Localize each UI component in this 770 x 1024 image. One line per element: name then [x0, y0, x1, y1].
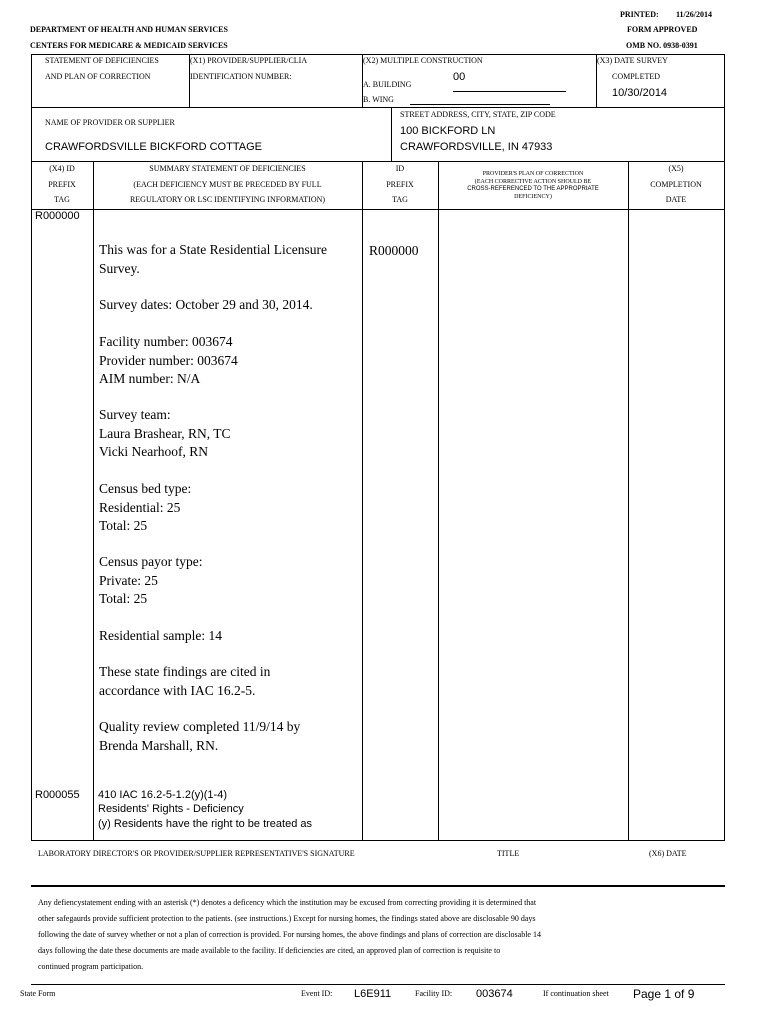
- printed-date: 11/26/2014: [676, 10, 713, 19]
- x4-prefix-label: PREFIX: [48, 180, 76, 189]
- address-label: STREET ADDRESS, CITY, STATE, ZIP CODE: [400, 110, 556, 119]
- x1-label: (X1) PROVIDER/SUPPLIER/CLIA: [190, 56, 308, 65]
- id-tag-label: TAG: [392, 195, 408, 204]
- paragraph: Census payor type: Private: 25 Total: 25: [99, 554, 203, 606]
- id-label: ID: [395, 164, 405, 173]
- building-value: 00: [453, 71, 466, 83]
- x4-tag-label: TAG: [54, 195, 70, 204]
- x4-id-label: (X4) ID: [49, 164, 75, 173]
- disclaimer: [38, 895, 541, 975]
- deficiency-text: (y) Residents have the right to be treated as: [98, 818, 313, 830]
- tag-r000000-right: R000000: [369, 243, 419, 258]
- city-state-zip: CRAWFORDSVILLE, IN 47933: [400, 141, 553, 153]
- provider-name: CRAWFORDSVILLE BICKFORD COTTAGE: [45, 141, 262, 153]
- disclaimer-line: other safegaurds provide sufficient protection to the patients. (see instructions.) Except for nursing homes, the findings stated above are disclosable 90 days: [38, 914, 536, 923]
- paragraph: Census bed type: Residential: 25 Total: 25: [99, 481, 192, 533]
- plan-cross-reference: CROSS-REFERENCED TO THE APPROPRIATE: [467, 186, 599, 192]
- disclaimer-line: Any defiencystatement ending with an asterisk (*) denotes a deficency which the institution may be excused from correcting providing it is determined that: [38, 898, 537, 907]
- street-address: 100 BICKFORD LN: [400, 125, 496, 137]
- paragraph: Survey dates: October 29 and 30, 2014.: [99, 297, 313, 312]
- summary-instruction: (EACH DEFICIENCY MUST BE PRECEDED BY FULL: [133, 180, 322, 189]
- summary-heading: SUMMARY STATEMENT OF DEFICIENCIES: [149, 164, 306, 173]
- facility-id-label: Facility ID:: [415, 989, 453, 998]
- tag-r000000: R000000: [35, 210, 80, 222]
- x5-label: (X5): [668, 164, 684, 173]
- paragraph: Survey team: Laura Brashear, RN, TC Vicki Nearhoof, RN: [99, 407, 231, 459]
- department-title: DEPARTMENT OF HEALTH AND HUMAN SERVICES: [30, 25, 228, 34]
- disclaimer-line: continued program participation.: [38, 962, 144, 971]
- omb-number: OMB NO. 0938-0391: [626, 41, 698, 50]
- paragraph: These state findings are cited in accordance with IAC 16.2-5.: [99, 664, 271, 698]
- completion-label: COMPLETION: [650, 180, 702, 189]
- disclaimer-line: following the date of survey whether or not a plan of correction is provided. For nursing homes, the above findings and plans of correction are disclosable 14: [38, 930, 541, 939]
- plan-instruction: (EACH CORRECTIVE ACTION SHOULD BE: [474, 179, 592, 185]
- completion-date-label: DATE: [665, 195, 687, 204]
- summary-regulatory: REGULATORY OR LSC IDENTIFYING INFORMATION): [129, 195, 326, 204]
- paragraph: This was for a State Residential Licensure Survey.: [99, 242, 327, 276]
- form-approved: FORM APPROVED: [627, 25, 698, 34]
- x3-label: (X3) DATE SURVEY: [597, 56, 668, 65]
- building-label: A. BUILDING: [363, 80, 412, 89]
- event-id: L6E911: [354, 988, 392, 1000]
- plan-heading: PROVIDER'S PLAN OF CORRECTION: [482, 171, 584, 177]
- facility-id: 003674: [476, 988, 513, 1000]
- state-form-label: State Form: [20, 989, 56, 998]
- tag-r000055: R000055: [35, 789, 80, 801]
- completed-label: COMPLETED: [612, 72, 660, 81]
- wing-label: B. WING: [363, 95, 394, 104]
- paragraph: Residential sample: 14: [99, 628, 222, 643]
- plan-label: AND PLAN OF CORRECTION: [45, 72, 151, 81]
- signature-date-label: (X6) DATE: [649, 849, 687, 858]
- regulation-citation: 410 IAC 16.2-5-1.2(y)(1-4): [98, 789, 227, 801]
- provider-name-label: NAME OF PROVIDER OR SUPPLIER: [45, 118, 175, 127]
- x2-label: (X2) MULTIPLE CONSTRUCTION: [363, 56, 483, 65]
- centers-title: CENTERS FOR MEDICARE & MEDICAID SERVICES: [30, 41, 228, 50]
- statement-label: STATEMENT OF DEFICIENCIES: [45, 56, 159, 65]
- signature-label: LABORATORY DIRECTOR'S OR PROVIDER/SUPPLIER REPRESENTATIVE'S SIGNATURE: [38, 849, 355, 858]
- paragraph: Quality review completed 11/9/14 by Brenda Marshall, RN.: [99, 719, 301, 753]
- printed-label: PRINTED:: [620, 10, 659, 19]
- event-id-label: Event ID:: [301, 989, 333, 998]
- paragraph: Facility number: 003674 Provider number: 003674 AIM number: N/A: [99, 334, 238, 386]
- survey-completed-date: 10/30/2014: [612, 87, 668, 99]
- title-label: TITLE: [497, 849, 520, 858]
- deficiency-title: Residents' Rights - Deficiency: [98, 803, 244, 815]
- plan-deficiency: DEFICIENCY): [514, 194, 552, 200]
- page-number: Page 1 of 9: [633, 987, 695, 1001]
- continuation-label: If continuation sheet: [543, 989, 609, 998]
- disclaimer-line: days following the date these documents are made available to the facility. If deficiencies are cited, an approved plan of correction is requisite to: [38, 946, 501, 955]
- identification-label: IDENTIFICATION NUMBER:: [190, 72, 292, 81]
- id-prefix-label: PREFIX: [386, 180, 414, 189]
